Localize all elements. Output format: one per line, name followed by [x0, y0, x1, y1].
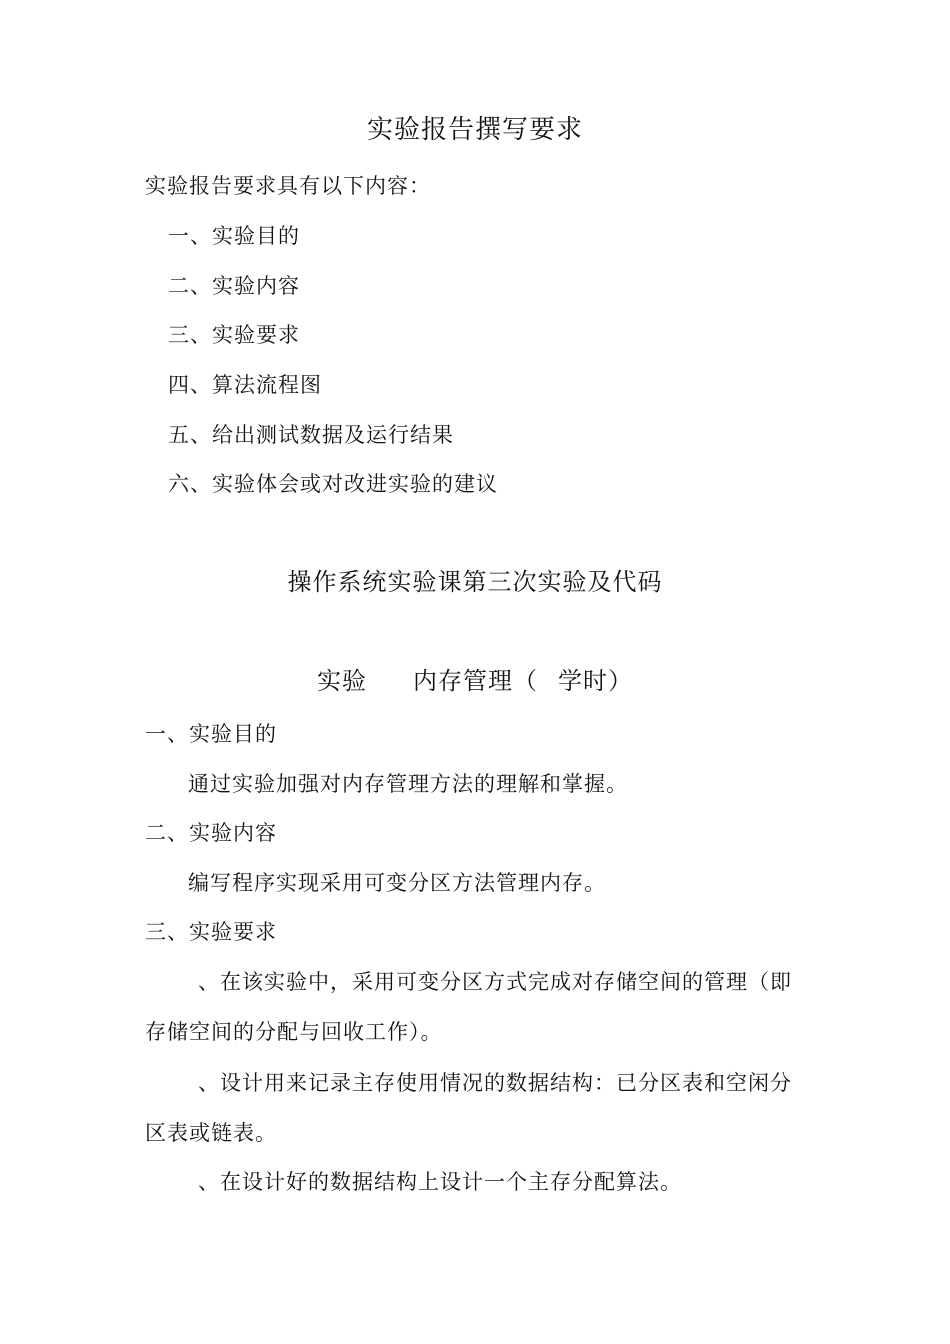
requirement-item: 五、给出测试数据及运行结果: [168, 423, 454, 447]
purpose-text: 通过实验加强对内存管理方法的理解和掌握。: [188, 772, 628, 796]
requirement-1-line-1: 、在该实验中，采用可变分区方式完成对存储空间的管理（即: [198, 970, 792, 994]
course-title: 操作系统实验课第三次实验及代码: [287, 568, 663, 596]
requirement-2-line-1: 、设计用来记录主存使用情况的数据结构：已分区表和空闲分: [198, 1071, 792, 1095]
requirement-3-line-1: 、在设计好的数据结构上设计一个主存分配算法。: [198, 1170, 682, 1194]
content-text: 编写程序实现采用可变分区方法管理内存。: [188, 871, 606, 895]
experiment-title-main: 内存管理（: [413, 667, 538, 695]
report-requirements-title: 实验报告撰写要求: [366, 115, 583, 145]
requirement-item: 六、实验体会或对改进实验的建议: [168, 472, 498, 496]
experiment-title: [0, 664, 950, 698]
requirements-heading: 三、实验要求: [145, 920, 277, 944]
experiment-title-suffix: 学时）: [558, 667, 633, 695]
experiment-title-prefix: 实验: [317, 667, 367, 695]
content-heading: 二、实验内容: [145, 821, 277, 845]
purpose-heading: 一、实验目的: [145, 722, 277, 746]
requirement-item: 一、实验目的: [168, 224, 300, 248]
requirement-item: 二、实验内容: [168, 274, 300, 298]
report-requirements-intro: 实验报告要求具有以下内容：: [145, 174, 431, 198]
requirement-item: 四、算法流程图: [168, 373, 322, 397]
requirement-1-line-2: 存储空间的分配与回收工作）。: [145, 1020, 443, 1044]
requirement-2-line-2: 区表或链表。: [145, 1121, 277, 1145]
requirement-item: 三、实验要求: [168, 323, 300, 347]
